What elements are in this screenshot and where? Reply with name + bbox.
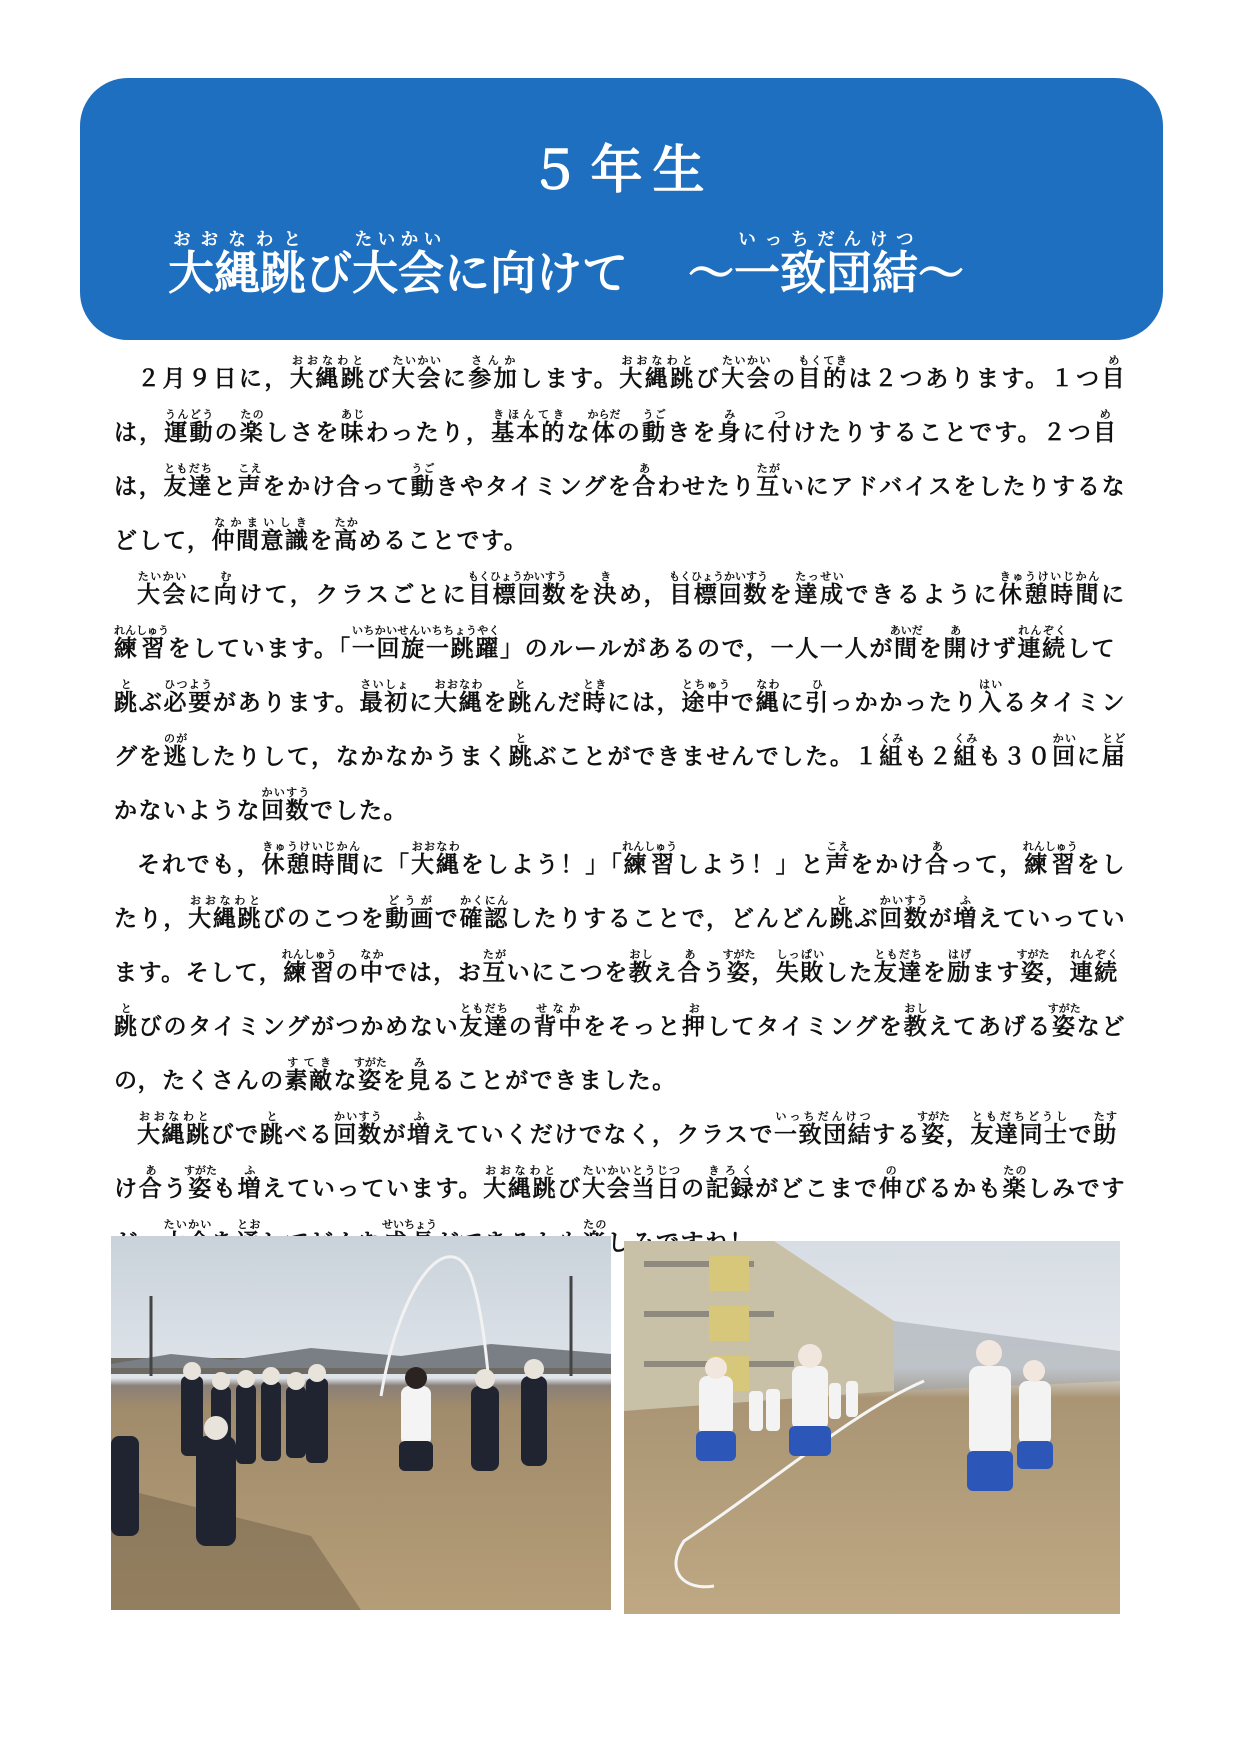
ruby-word: せいちょう	[382, 1218, 437, 1231]
ruby-word: 時とき	[582, 678, 608, 716]
ruby-word: 姿すがた	[1047, 1002, 1081, 1040]
ruby-word: 姿すがた	[917, 1110, 951, 1148]
ruby-word: 練習れんしゅう	[114, 624, 169, 662]
ruby-word: 連続れんぞく	[1069, 948, 1119, 986]
ruby-word: 目め	[1101, 354, 1127, 392]
grade-title: ５年生	[528, 141, 715, 201]
paragraph-closing: 大縄跳おおなわとびで跳とべる回数かいすうが増ふえていくだけでなく，クラスで一致団結いっちだんけつする姿すがた，友達同士ともだちどうしで助たすけ合あう姿すがたも増ふえていっています。大縄跳おおなわとび大会当日たいかいとうじつの記録きろくがどこまで伸のびるかも楽たのしみです たいかい とお せいちょう たの	[114, 1108, 1126, 1270]
ruby-word: 大縄跳おおなわと	[188, 894, 263, 932]
ruby-word: 大縄跳おおなわと	[619, 354, 696, 392]
ruby-word: 確認かくにん	[459, 894, 509, 932]
ruby-word: 押お	[681, 1002, 707, 1040]
ruby-word: 跳と	[114, 678, 139, 716]
ruby-word: 入はい	[978, 678, 1004, 716]
ruby-word: 目め	[1093, 408, 1118, 446]
ruby-word: 合あ	[677, 948, 703, 986]
ruby-word: 回数かいすう	[261, 786, 310, 824]
ruby-word: 互たが	[756, 462, 781, 500]
ruby-word: 増ふ	[407, 1110, 432, 1148]
ruby-word: 助たす	[1093, 1110, 1118, 1148]
ruby-word: 見み	[407, 1056, 432, 1094]
photo-jump-rope-practice-uniforms	[111, 1236, 611, 1610]
ruby-word: 大縄跳おおなわと	[289, 354, 367, 392]
ruby-word: 楽たの	[239, 408, 265, 446]
ruby-word: 大縄跳おおなわと	[168, 230, 306, 300]
event-title: 大縄跳おおなわとび大会たいかいに向けて	[168, 230, 628, 300]
paragraph-progress: それでも，休憩時間きゅうけいじかんに「大縄おおなわをしよう！」「練習れんしゅうしよう！」と声こえをかけ合あって，練習れんしゅうをしたり，大縄跳おおなわとびのこつを動画どうがで確認かくにんしたりすることで，どんどん跳とぶ回数かいすうが増ふえていっています。そして，練習れんしゅうの中なかでは，お互たがいにこつを教おしえ合あう姿すがた，失敗しっぱいした友達ともだちを励はげます姿すがた，連続れんぞく跳とびのタイミングがつかめない友達ともだちの背中せなかをそっと押おしてタイミングを教おしえてあげる姿すがたなどの，たくさんの素敵すてきな姿すがたを見みることができました。	[114, 840, 1127, 1094]
ruby-word: 大会たいかい	[721, 354, 773, 392]
paragraph-purpose: ２月９日に，大縄跳おおなわとび大会たいかいに参加さんかします。大縄跳おおなわとび大会たいかいの目的もくてきは２つあります。１つ目めは，運動うんどうの楽たのしさを味あじわったり，基本的きほんてきな体からだの動うごきを身みに付つけたりすることです。２つ目めは，友達ともだちと声こえをかけ合って動うごきやタイミングを合あわせたり互たがいにアドバイスをしたりするなどして，仲間意識なかまいしきを高たかめることです。	[114, 354, 1127, 554]
ruby-word: 身み	[717, 408, 743, 446]
ruby-word: 大縄おおなわ	[433, 678, 484, 716]
headline	[168, 230, 964, 303]
ruby-word: 友達ともだち	[163, 462, 213, 500]
ruby-word: 友達ともだち	[459, 1002, 509, 1040]
ruby-word: 素敵すてき	[284, 1056, 334, 1094]
ruby-word: 最初さいしょ	[359, 678, 410, 716]
ruby-word: 組くみ	[879, 732, 904, 770]
ruby-word: 背中せなか	[533, 1002, 584, 1040]
ruby-word: 増ふ	[237, 1164, 263, 1202]
ruby-word: 声こえ	[237, 462, 263, 500]
photo-illustration-right	[624, 1241, 1120, 1614]
ruby-word: 失敗しっぱい	[775, 948, 825, 986]
ruby-word: 間あいだ	[889, 624, 923, 662]
ruby-word: 伸の	[878, 1164, 904, 1202]
ruby-word: 目標回数もくひょうかいすう	[467, 570, 567, 608]
ruby-word: 目標回数もくひょうかいすう	[669, 570, 769, 608]
ruby-word: 増ふ	[953, 894, 979, 932]
ruby-word: 記録きろく	[705, 1164, 756, 1202]
ruby-word: 回数かいすう	[879, 894, 929, 932]
article-body	[114, 352, 1126, 1270]
ruby-word: 開あ	[943, 624, 969, 662]
ruby-word: 縄なわ	[755, 678, 781, 716]
ruby-word: 中なか	[359, 948, 385, 986]
ruby-word: 運動うんどう	[164, 408, 215, 446]
ruby-word: 大会当日たいかいとうじつ	[582, 1164, 682, 1202]
photo-jump-rope-practice-pe	[624, 1241, 1120, 1614]
ruby-word: 届とど	[1101, 732, 1127, 770]
ruby-word: 合あ	[925, 840, 950, 878]
ruby-word: 組くみ	[953, 732, 979, 770]
ruby-word: 友達ともだち	[873, 948, 923, 986]
photo-illustration-left	[111, 1236, 611, 1610]
ruby-word: 練習れんしゅう	[622, 840, 678, 878]
ruby-word: 基本的きほんてき	[491, 408, 567, 446]
ruby-word: 決き	[593, 570, 619, 608]
ruby-word: 合あ	[138, 1164, 164, 1202]
ruby-word: 跳と	[114, 1002, 139, 1040]
ruby-word: 姿すがた	[722, 948, 756, 986]
ruby-word: 仲間意識なかまいしき	[211, 516, 310, 554]
ruby-word: 動うご	[410, 462, 436, 500]
ruby-word: とお	[236, 1218, 261, 1231]
paragraph-practice: 大会たいかいに向むけて，クラスごとに目標回数もくひょうかいすうを決きめ，目標回数もくひょうかいすうを達成たっせいできるように休憩時間きゅうけいじかんに練習れんしゅうをしています。「一回旋一跳躍いちかいせんいちちょうやく」のルールがあるので，一人一人が間あいだを開あけず連続れんぞくして跳とぶ必要ひつようがあります。最初さいしょに大縄おおなわを跳とんだ時ときには，途中とちゅうで縄なわに引ひっかかったり入はいるタイミングを逃のがしたりして，なかなかうまく跳とぶことができませんでした。１組くみも２組くみも３０回かいに届とどかないような回数かいすうでした。	[114, 570, 1127, 824]
ruby-word: たの	[582, 1218, 607, 1231]
ruby-word: 跳と	[508, 678, 533, 716]
ruby-word: 合あ	[632, 462, 658, 500]
ruby-word: 回数かいすう	[333, 1110, 383, 1148]
ruby-word: 一致団結いっちだんけつ	[774, 1110, 873, 1148]
ruby-word: 達成たっせい	[794, 570, 846, 608]
ruby-word: 姿すがた	[353, 1056, 387, 1094]
ruby-word: 高たか	[334, 516, 359, 554]
ruby-word: 回かい	[1052, 732, 1077, 770]
ruby-word: 大会たいかい	[352, 230, 444, 300]
ruby-word: 引ひ	[805, 678, 830, 716]
ruby-word: 友達同士ともだちどうし	[970, 1110, 1069, 1148]
ruby-word: 声こえ	[825, 840, 851, 878]
ruby-word: 教おし	[628, 948, 654, 986]
ruby-word: 跳と	[259, 1110, 285, 1148]
ruby-word: 休憩時間きゅうけいじかん	[261, 840, 362, 878]
ruby-word: 練習れんしゅう	[281, 948, 337, 986]
ruby-word: 付つ	[767, 408, 793, 446]
ruby-word: 必要ひつよう	[163, 678, 213, 716]
ruby-word: 練習れんしゅう	[1022, 840, 1078, 878]
header-banner	[80, 78, 1163, 340]
ruby-word: 一致団結いっちだんけつ	[734, 230, 918, 300]
ruby-word: 体からだ	[587, 408, 621, 446]
ruby-word: 逃のが	[163, 732, 189, 770]
ruby-word: 参加さんか	[468, 354, 520, 392]
ruby-word: たいかい	[163, 1218, 212, 1231]
ruby-word: 動画どうが	[385, 894, 435, 932]
ruby-word: 楽たの	[1002, 1164, 1028, 1202]
ruby-word: 大縄跳おおなわと	[483, 1164, 558, 1202]
ruby-word: 休憩時間きゅうけいじかん	[998, 570, 1102, 608]
ruby-word: 味あじ	[340, 408, 366, 446]
ruby-word: 目的もくてき	[797, 354, 849, 392]
ruby-word: 連続れんぞく	[1017, 624, 1067, 662]
ruby-word: 向む	[213, 570, 240, 608]
ruby-word: 姿すがた	[183, 1164, 217, 1202]
ruby-word: 大会たいかい	[391, 354, 443, 392]
ruby-word: 互たが	[482, 948, 507, 986]
ruby-word: 大会たいかい	[137, 570, 189, 608]
ruby-word: 途中とちゅう	[681, 678, 731, 716]
ruby-word: 一回旋一跳躍いちかいせんいちちょうやく	[351, 624, 500, 662]
ruby-word: 動うご	[642, 408, 668, 446]
ruby-word: 励はげ	[947, 948, 972, 986]
ruby-word: 教おし	[903, 1002, 929, 1040]
ruby-word: 跳と	[508, 732, 534, 770]
ruby-word: 大縄おおなわ	[410, 840, 461, 878]
ruby-word: 跳と	[829, 894, 855, 932]
ruby-word: 姿すがた	[1016, 948, 1050, 986]
ruby-word: 大縄跳おおなわと	[137, 1110, 211, 1148]
event-subtitle: ～一致団結いっちだんけつ～	[688, 230, 964, 300]
